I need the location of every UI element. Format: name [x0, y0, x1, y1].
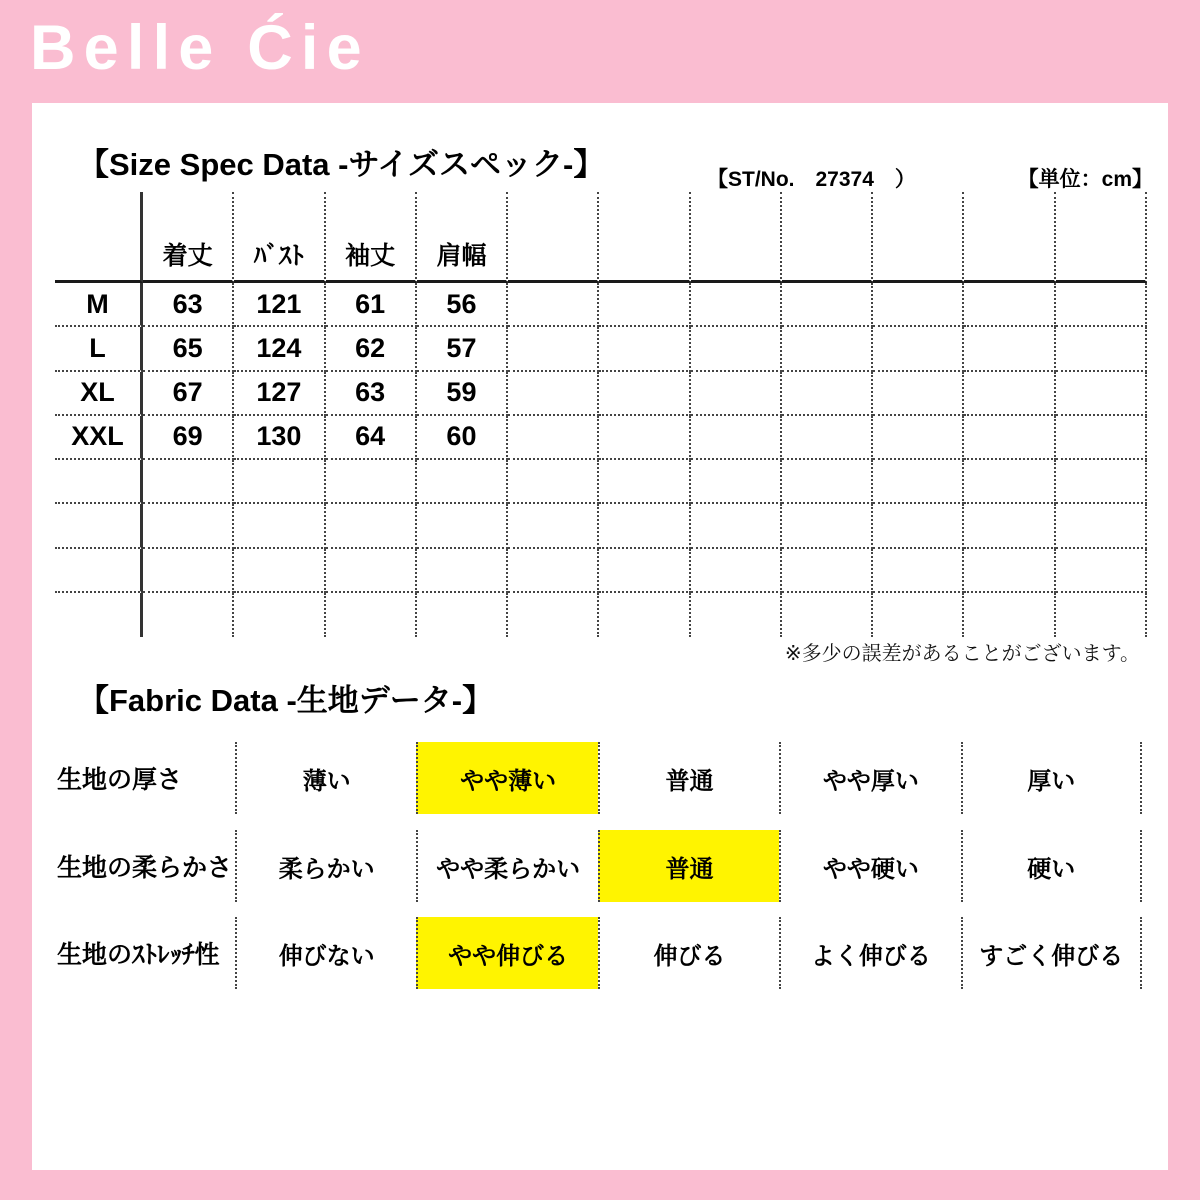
empty-cell [1056, 460, 1147, 504]
size-value: 69 [143, 416, 234, 460]
size-label: M [55, 283, 143, 327]
empty-cell [417, 593, 508, 637]
empty-cell [782, 283, 873, 327]
empty-cell [691, 549, 782, 593]
size-value: 60 [417, 416, 508, 460]
column-header: 着丈 [143, 192, 234, 283]
size-value: 63 [326, 372, 417, 416]
fabric-option: よく伸びる [779, 917, 960, 989]
fabric-option: やや厚い [779, 742, 960, 814]
empty-cell [782, 504, 873, 548]
empty-cell [1056, 283, 1147, 327]
empty-cell [691, 593, 782, 637]
fabric-option: 薄い [235, 742, 416, 814]
empty-cell [508, 372, 599, 416]
empty-cell [782, 372, 873, 416]
fabric-row-thickness [55, 742, 1142, 814]
size-value: 62 [326, 327, 417, 371]
column-header: ﾊﾞｽﾄ [234, 192, 325, 283]
fabric-attribute-label: 生地の柔らかさ [57, 854, 233, 882]
empty-cell [1056, 327, 1147, 371]
empty-cell [691, 504, 782, 548]
fabric-option: 硬い [961, 830, 1142, 902]
fabric-option: 伸びない [235, 917, 416, 989]
empty-size-label [55, 593, 143, 637]
size-value: 124 [234, 327, 325, 371]
empty-cell [508, 593, 599, 637]
empty-column-header [782, 192, 873, 283]
fabric-attribute-label: 生地の厚さ [57, 766, 183, 794]
empty-size-label [55, 549, 143, 593]
empty-cell [964, 460, 1055, 504]
empty-cell [599, 460, 690, 504]
empty-cell [508, 416, 599, 460]
empty-column-header [599, 192, 690, 283]
size-spec-table [55, 192, 1147, 637]
size-section-title: 【Size Spec Data -サイズスペック-】 [78, 147, 605, 182]
empty-cell [873, 593, 964, 637]
fabric-option: やや柔らかい [416, 830, 597, 902]
empty-column-header [964, 192, 1055, 283]
fabric-section-title: 【Fabric Data -生地データ-】 [78, 683, 494, 718]
column-header: 肩幅 [417, 192, 508, 283]
empty-cell [782, 460, 873, 504]
empty-cell [326, 504, 417, 548]
empty-cell [326, 460, 417, 504]
empty-cell [873, 372, 964, 416]
fabric-row-stretch [55, 917, 1142, 989]
empty-cell [782, 549, 873, 593]
empty-cell [873, 327, 964, 371]
empty-cell [417, 504, 508, 548]
fabric-option: やや硬い [779, 830, 960, 902]
size-value: 57 [417, 327, 508, 371]
size-label: XXL [55, 416, 143, 460]
size-value: 130 [234, 416, 325, 460]
empty-cell [599, 549, 690, 593]
empty-cell [873, 283, 964, 327]
column-header: 袖丈 [326, 192, 417, 283]
empty-cell [599, 504, 690, 548]
empty-cell [508, 460, 599, 504]
empty-cell [599, 372, 690, 416]
empty-cell [599, 593, 690, 637]
empty-cell [508, 549, 599, 593]
empty-cell [964, 504, 1055, 548]
fabric-row-softness [55, 830, 1142, 902]
empty-cell [508, 504, 599, 548]
empty-cell [599, 283, 690, 327]
empty-cell [782, 327, 873, 371]
empty-column-header [508, 192, 599, 283]
size-value: 127 [234, 372, 325, 416]
size-value: 67 [143, 372, 234, 416]
size-value: 121 [234, 283, 325, 327]
empty-cell [964, 416, 1055, 460]
empty-cell [1056, 504, 1147, 548]
empty-column-header [691, 192, 782, 283]
empty-cell [873, 549, 964, 593]
size-label: L [55, 327, 143, 371]
empty-cell [691, 460, 782, 504]
empty-cell [782, 416, 873, 460]
size-table-corner [55, 192, 143, 283]
empty-column-header [1056, 192, 1147, 283]
empty-cell [326, 593, 417, 637]
empty-cell [326, 549, 417, 593]
empty-cell [964, 283, 1055, 327]
size-value: 56 [417, 283, 508, 327]
size-label: XL [55, 372, 143, 416]
empty-cell [1056, 593, 1147, 637]
empty-column-header [873, 192, 964, 283]
brand-logo: Belle Ćie [30, 13, 370, 83]
empty-cell [143, 460, 234, 504]
fabric-attribute-label: 生地のｽﾄﾚｯﾁ性 [57, 941, 220, 969]
fabric-option-selected: 普通 [598, 830, 779, 902]
tolerance-note: ※多少の誤差があることがございます。 [784, 643, 1140, 665]
empty-cell [417, 460, 508, 504]
size-value: 63 [143, 283, 234, 327]
empty-size-label [55, 460, 143, 504]
empty-cell [599, 416, 690, 460]
empty-cell [691, 283, 782, 327]
empty-cell [234, 504, 325, 548]
empty-cell [873, 416, 964, 460]
empty-cell [1056, 549, 1147, 593]
empty-cell [964, 327, 1055, 371]
empty-cell [782, 593, 873, 637]
empty-cell [691, 327, 782, 371]
fabric-option: 伸びる [598, 917, 779, 989]
empty-cell [873, 504, 964, 548]
empty-cell [964, 549, 1055, 593]
fabric-option: 普通 [598, 742, 779, 814]
empty-cell [234, 593, 325, 637]
size-value: 61 [326, 283, 417, 327]
empty-cell [143, 504, 234, 548]
size-value: 65 [143, 327, 234, 371]
content-panel [32, 103, 1168, 1170]
empty-cell [1056, 372, 1147, 416]
empty-cell [143, 549, 234, 593]
unit-label: 【単位：cm】 [1017, 168, 1153, 191]
fabric-option: 厚い [961, 742, 1142, 814]
fabric-option-selected: やや薄い [416, 742, 597, 814]
size-value: 59 [417, 372, 508, 416]
empty-cell [1056, 416, 1147, 460]
empty-size-label [55, 504, 143, 548]
empty-cell [234, 460, 325, 504]
empty-cell [691, 416, 782, 460]
fabric-option: すごく伸びる [961, 917, 1142, 989]
empty-cell [964, 593, 1055, 637]
empty-cell [508, 283, 599, 327]
empty-cell [691, 372, 782, 416]
style-number: 【ST/No. 27374 ） [707, 168, 916, 191]
fabric-option: 柔らかい [235, 830, 416, 902]
empty-cell [964, 372, 1055, 416]
empty-cell [873, 460, 964, 504]
empty-cell [599, 327, 690, 371]
empty-cell [417, 549, 508, 593]
empty-cell [143, 593, 234, 637]
fabric-option-selected: やや伸びる [416, 917, 597, 989]
empty-cell [508, 327, 599, 371]
empty-cell [234, 549, 325, 593]
size-value: 64 [326, 416, 417, 460]
